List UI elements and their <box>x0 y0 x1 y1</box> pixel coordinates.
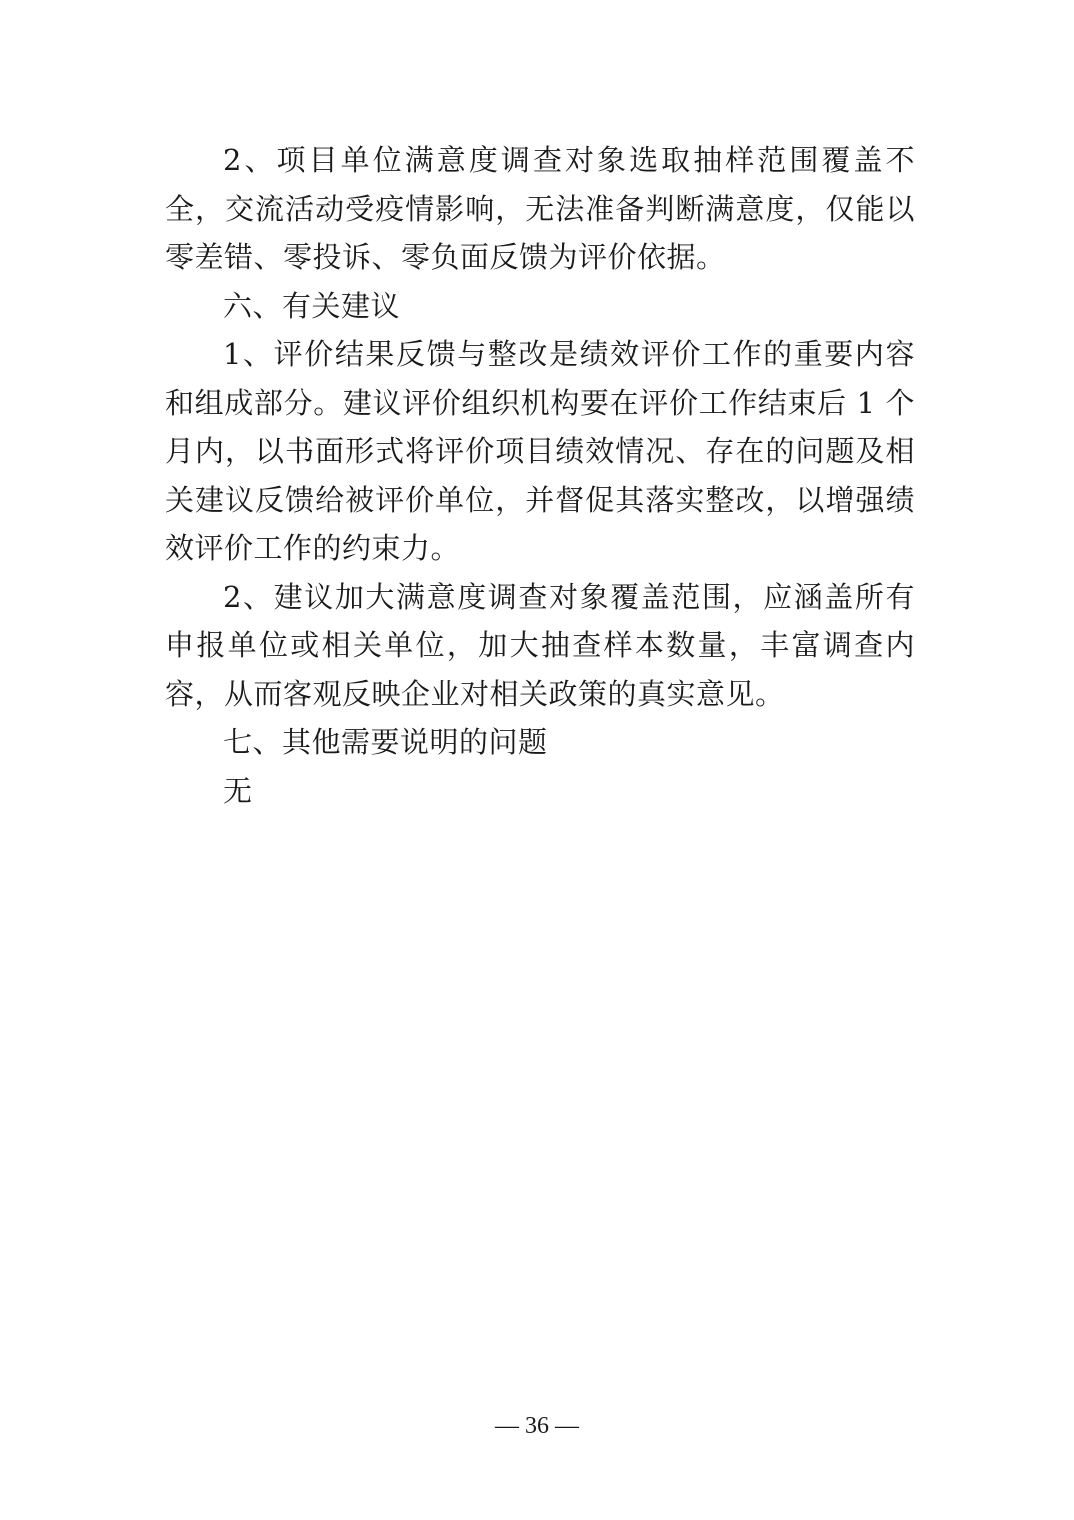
paragraph-expand-survey: 2、建议加大满意度调查对象覆盖范围，应涵盖所有申报单位或相关单位，加大抽查样本数量，丰富调查内容，从而客观反映企业对相关政策的真实意见。 <box>165 579 915 711</box>
paragraph-none: 无 <box>223 773 253 808</box>
document-body <box>165 136 915 815</box>
section-heading-recommendations: 六、有关建议 <box>223 288 401 323</box>
paragraph-survey-coverage: 2、项目单位满意度调查对象选取抽样范围覆盖不全，交流活动受疫情影响，无法准备判断满意度，仅能以零差错、零投诉、零负面反馈为评价依据。 <box>165 143 915 274</box>
section-heading-other-issues: 七、其他需要说明的问题 <box>223 725 548 759</box>
page-number: — 36 — <box>495 1413 579 1439</box>
paragraph-feedback-rectification: 1、评价结果反馈与整改是绩效评价工作的重要内容和组成部分。建议评价组织机构要在评价工作结束后 1 个月内，以书面形式将评价项目绩效情况、存在的问题及相关建议反馈给被评价单位，并督促其落实整改，以增强绩效评价工作的约束力。 <box>165 337 915 565</box>
